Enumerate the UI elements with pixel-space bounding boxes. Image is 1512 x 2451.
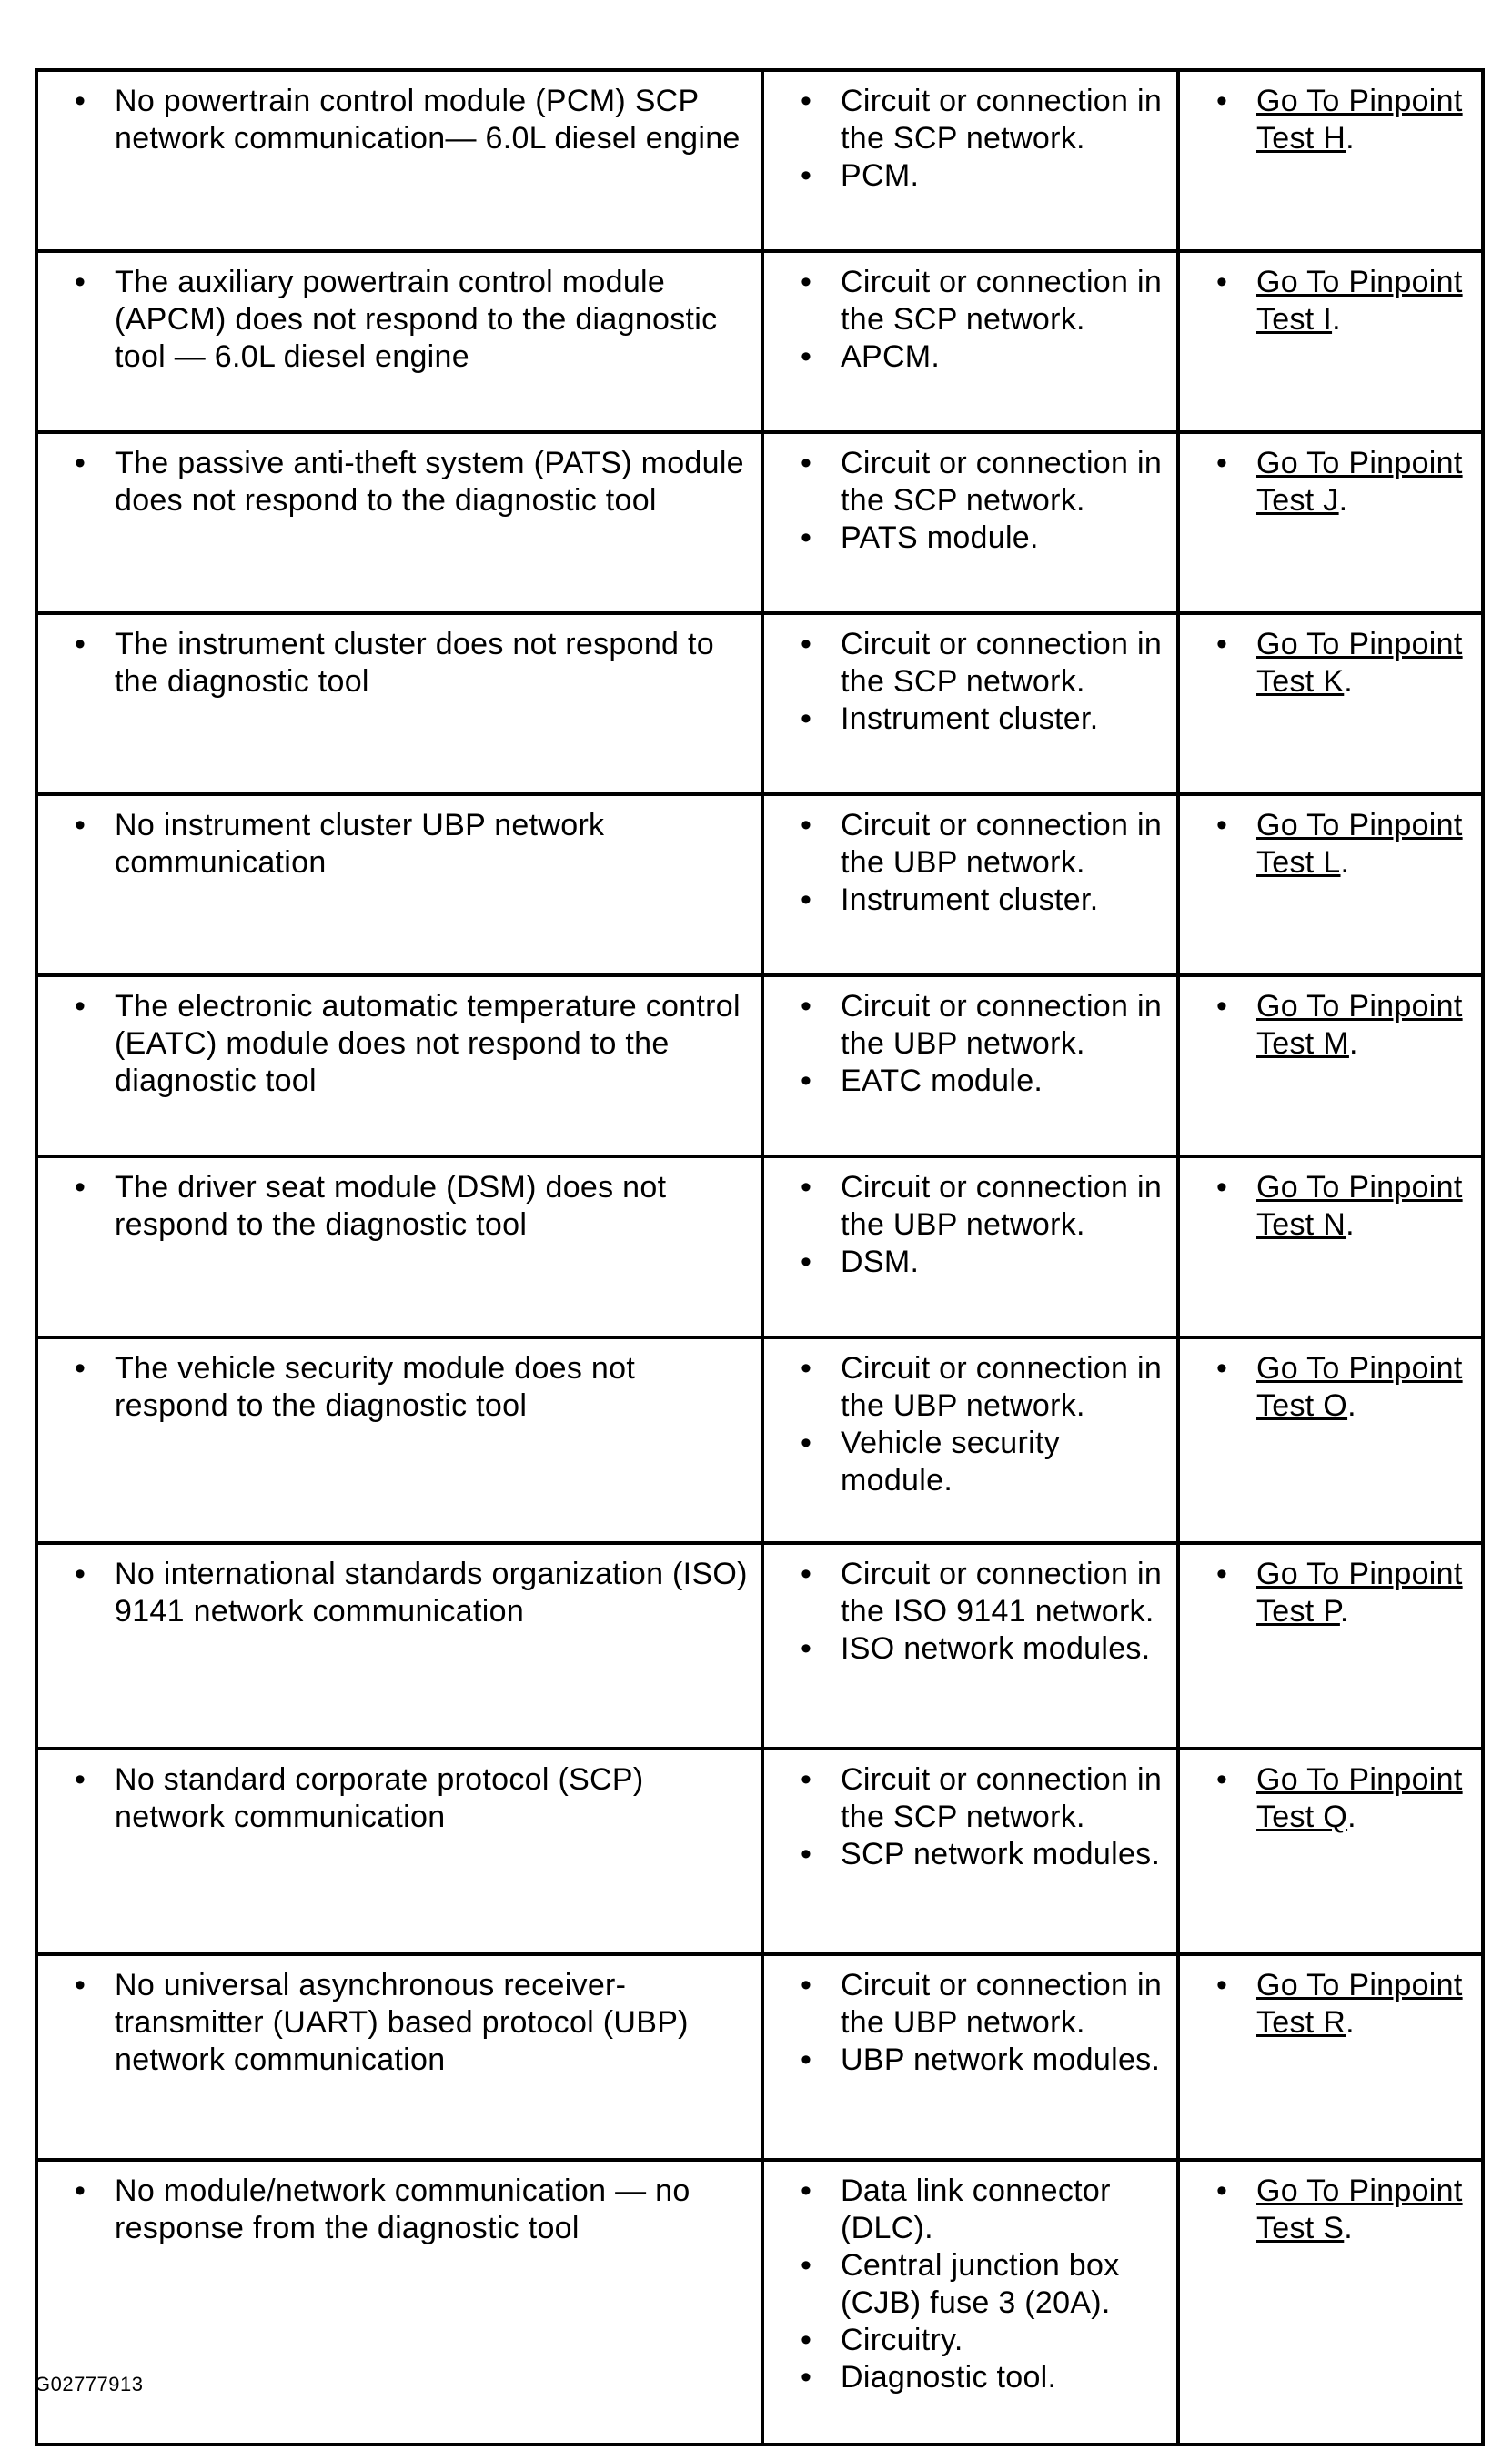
action-item bbox=[1256, 1967, 1472, 2042]
table-row bbox=[36, 251, 1483, 432]
action-list bbox=[1189, 626, 1472, 701]
possible-source-cell bbox=[762, 432, 1178, 613]
symptom-chart-body bbox=[36, 70, 1483, 2445]
possible-source-list bbox=[773, 626, 1167, 738]
possible-source-item: • APCM. bbox=[841, 338, 1167, 376]
possible-source-list bbox=[773, 1967, 1167, 2079]
action-suffix: . bbox=[1347, 1388, 1356, 1423]
possible-source-item: • Instrument cluster. bbox=[841, 701, 1167, 738]
action-item bbox=[1256, 2173, 1472, 2247]
action-item bbox=[1256, 988, 1472, 1063]
possible-source-cell bbox=[762, 1337, 1178, 1543]
pinpoint-test-link[interactable]: Go To Pinpoint Test M bbox=[1256, 989, 1463, 1061]
symptom-list bbox=[47, 1350, 751, 1425]
table-row bbox=[36, 70, 1483, 251]
pinpoint-test-link[interactable]: Go To Pinpoint Test Q bbox=[1256, 1762, 1463, 1834]
symptom-list bbox=[47, 1761, 751, 1836]
symptom-text: • The vehicle security module does not respond to the diagnostic tool bbox=[115, 1350, 751, 1425]
action-item bbox=[1256, 1761, 1472, 1836]
symptom-list bbox=[47, 626, 751, 701]
action-list bbox=[1189, 445, 1472, 519]
symptom-cell bbox=[36, 2160, 762, 2445]
action-suffix: . bbox=[1344, 2211, 1354, 2245]
symptom-text: • The driver seat module (DSM) does not respond to the diagnostic tool bbox=[115, 1169, 751, 1244]
action-suffix: . bbox=[1338, 483, 1348, 518]
symptom-list bbox=[47, 2173, 751, 2247]
possible-source-item: • Circuit or connection in the UBP network. bbox=[841, 988, 1167, 1063]
possible-source-item: • Instrument cluster. bbox=[841, 882, 1167, 919]
symptom-list bbox=[47, 807, 751, 882]
table-row bbox=[36, 794, 1483, 975]
possible-source-item: • PATS module. bbox=[841, 519, 1167, 557]
possible-source-item: • SCP network modules. bbox=[841, 1836, 1167, 1873]
action-item bbox=[1256, 1556, 1472, 1630]
action-suffix: . bbox=[1346, 121, 1355, 156]
possible-source-item: • UBP network modules. bbox=[841, 2042, 1167, 2079]
action-item bbox=[1256, 1350, 1472, 1425]
possible-source-list bbox=[773, 1761, 1167, 1873]
possible-source-item: • Circuit or connection in the SCP network. bbox=[841, 626, 1167, 701]
action-cell bbox=[1178, 794, 1483, 975]
symptom-list bbox=[47, 1556, 751, 1630]
symptom-text: • The passive anti-theft system (PATS) module does not respond to the diagnostic tool bbox=[115, 445, 751, 519]
symptom-text: • No standard corporate protocol (SCP) network communication bbox=[115, 1761, 751, 1836]
action-suffix: . bbox=[1347, 1800, 1356, 1834]
symptom-text: • The electronic automatic temperature control (EATC) module does not respond to the diagnostic tool bbox=[115, 988, 751, 1100]
possible-source-item: • Diagnostic tool. bbox=[841, 2359, 1167, 2396]
action-item bbox=[1256, 1169, 1472, 1244]
possible-source-item: • EATC module. bbox=[841, 1063, 1167, 1100]
action-cell bbox=[1178, 1337, 1483, 1543]
symptom-cell bbox=[36, 432, 762, 613]
possible-source-item: • Circuit or connection in the SCP network. bbox=[841, 83, 1167, 157]
symptom-list bbox=[47, 445, 751, 519]
possible-source-item: • Vehicle security module. bbox=[841, 1425, 1167, 1499]
symptom-text: • No instrument cluster UBP network communication bbox=[115, 807, 751, 882]
action-cell bbox=[1178, 1543, 1483, 1749]
symptom-cell bbox=[36, 1954, 762, 2160]
pinpoint-test-link[interactable]: Go To Pinpoint Test K bbox=[1256, 627, 1463, 699]
figure-id: G02777913 bbox=[35, 2373, 144, 2396]
action-item bbox=[1256, 445, 1472, 519]
possible-source-cell bbox=[762, 1543, 1178, 1749]
pinpoint-test-link[interactable]: Go To Pinpoint Test J bbox=[1256, 446, 1463, 518]
possible-source-list bbox=[773, 807, 1167, 919]
table-row bbox=[36, 1954, 1483, 2160]
pinpoint-test-link[interactable]: Go To Pinpoint Test R bbox=[1256, 1968, 1463, 2040]
possible-source-list bbox=[773, 988, 1167, 1100]
pinpoint-test-link[interactable]: Go To Pinpoint Test N bbox=[1256, 1170, 1463, 1242]
symptom-cell bbox=[36, 251, 762, 432]
possible-source-item: • Circuit or connection in the ISO 9141 network. bbox=[841, 1556, 1167, 1630]
pinpoint-test-link[interactable]: Go To Pinpoint Test P bbox=[1256, 1557, 1463, 1629]
action-list bbox=[1189, 1761, 1472, 1836]
possible-source-cell bbox=[762, 975, 1178, 1156]
action-cell bbox=[1178, 251, 1483, 432]
table-row bbox=[36, 1337, 1483, 1543]
possible-source-item: • Data link connector (DLC). bbox=[841, 2173, 1167, 2247]
symptom-text: • The instrument cluster does not respond to the diagnostic tool bbox=[115, 626, 751, 701]
symptom-text: • No module/network communication — no response from the diagnostic tool bbox=[115, 2173, 751, 2247]
possible-source-item: • Circuit or connection in the SCP network. bbox=[841, 1761, 1167, 1836]
possible-source-item: • Central junction box (CJB) fuse 3 (20A). bbox=[841, 2247, 1167, 2322]
action-list bbox=[1189, 1556, 1472, 1630]
action-list bbox=[1189, 1967, 1472, 2042]
symptom-text: • No universal asynchronous receiver-transmitter (UART) based protocol (UBP) network communication bbox=[115, 1967, 751, 2079]
symptom-list bbox=[47, 83, 751, 157]
table-row bbox=[36, 1749, 1483, 1954]
action-suffix: . bbox=[1344, 664, 1354, 699]
table-row bbox=[36, 613, 1483, 794]
symptom-cell bbox=[36, 1749, 762, 1954]
possible-source-list bbox=[773, 2173, 1167, 2396]
symptom-text: • The auxiliary powertrain control module (APCM) does not respond to the diagnostic tool — 6.0L diesel engine bbox=[115, 264, 751, 376]
possible-source-cell bbox=[762, 794, 1178, 975]
action-cell bbox=[1178, 1749, 1483, 1954]
action-cell bbox=[1178, 2160, 1483, 2445]
pinpoint-test-link[interactable]: Go To Pinpoint Test S bbox=[1256, 2174, 1463, 2245]
possible-source-cell bbox=[762, 613, 1178, 794]
action-item bbox=[1256, 807, 1472, 882]
possible-source-item: • Circuit or connection in the UBP network. bbox=[841, 807, 1167, 882]
symptom-cell bbox=[36, 1337, 762, 1543]
pinpoint-test-link[interactable]: Go To Pinpoint Test L bbox=[1256, 808, 1463, 880]
possible-source-cell bbox=[762, 1156, 1178, 1337]
symptom-list bbox=[47, 1169, 751, 1244]
action-suffix: . bbox=[1348, 1026, 1358, 1061]
action-suffix: . bbox=[1346, 2005, 1355, 2040]
symptom-text: • No international standards organization (ISO) 9141 network communication bbox=[115, 1556, 751, 1630]
table-row bbox=[36, 1156, 1483, 1337]
possible-source-list bbox=[773, 264, 1167, 376]
action-list bbox=[1189, 1350, 1472, 1425]
action-cell bbox=[1178, 432, 1483, 613]
symptom-cell bbox=[36, 1543, 762, 1749]
symptom-cell bbox=[36, 794, 762, 975]
possible-source-list bbox=[773, 1350, 1167, 1499]
possible-source-item: • Circuit or connection in the UBP network. bbox=[841, 1169, 1167, 1244]
action-item bbox=[1256, 626, 1472, 701]
table-row bbox=[36, 1543, 1483, 1749]
symptom-chart-table bbox=[35, 68, 1485, 2446]
possible-source-item: • DSM. bbox=[841, 1244, 1167, 1281]
symptom-cell bbox=[36, 975, 762, 1156]
symptom-cell bbox=[36, 1156, 762, 1337]
possible-source-cell bbox=[762, 2160, 1178, 2445]
possible-source-list bbox=[773, 1556, 1167, 1668]
possible-source-list bbox=[773, 1169, 1167, 1281]
possible-source-list bbox=[773, 445, 1167, 557]
possible-source-cell bbox=[762, 70, 1178, 251]
table-row bbox=[36, 975, 1483, 1156]
action-suffix: . bbox=[1339, 1594, 1349, 1629]
possible-source-cell bbox=[762, 1749, 1178, 1954]
action-list bbox=[1189, 83, 1472, 157]
table-row bbox=[36, 432, 1483, 613]
action-suffix: . bbox=[1332, 302, 1341, 337]
possible-source-item: • Circuit or connection in the UBP network. bbox=[841, 1967, 1167, 2042]
pinpoint-test-link[interactable]: Go To Pinpoint Test H bbox=[1256, 84, 1463, 156]
action-suffix: . bbox=[1346, 1207, 1355, 1242]
table-row bbox=[36, 2160, 1483, 2445]
symptom-list bbox=[47, 988, 751, 1100]
possible-source-item: • Circuit or connection in the SCP network. bbox=[841, 264, 1167, 338]
possible-source-item: • PCM. bbox=[841, 157, 1167, 195]
pinpoint-test-link[interactable]: Go To Pinpoint Test O bbox=[1256, 1351, 1463, 1423]
symptom-cell bbox=[36, 70, 762, 251]
possible-source-cell bbox=[762, 1954, 1178, 2160]
action-cell bbox=[1178, 613, 1483, 794]
action-cell bbox=[1178, 70, 1483, 251]
action-list bbox=[1189, 1169, 1472, 1244]
possible-source-cell bbox=[762, 251, 1178, 432]
action-cell bbox=[1178, 1954, 1483, 2160]
pinpoint-test-link[interactable]: Go To Pinpoint Test I bbox=[1256, 265, 1463, 337]
symptom-list bbox=[47, 264, 751, 376]
action-list bbox=[1189, 988, 1472, 1063]
action-cell bbox=[1178, 1156, 1483, 1337]
action-list bbox=[1189, 807, 1472, 882]
action-item bbox=[1256, 264, 1472, 338]
action-suffix: . bbox=[1340, 845, 1350, 880]
symptom-cell bbox=[36, 613, 762, 794]
action-cell bbox=[1178, 975, 1483, 1156]
symptom-list bbox=[47, 1967, 751, 2079]
symptom-text: • No powertrain control module (PCM) SCP network communication— 6.0L diesel engine bbox=[115, 83, 751, 157]
possible-source-item: • Circuit or connection in the SCP network. bbox=[841, 445, 1167, 519]
possible-source-item: • ISO network modules. bbox=[841, 1630, 1167, 1668]
action-item bbox=[1256, 83, 1472, 157]
possible-source-list bbox=[773, 83, 1167, 195]
action-list bbox=[1189, 2173, 1472, 2247]
action-list bbox=[1189, 264, 1472, 338]
possible-source-item: • Circuit or connection in the UBP network. bbox=[841, 1350, 1167, 1425]
possible-source-item: • Circuitry. bbox=[841, 2322, 1167, 2359]
